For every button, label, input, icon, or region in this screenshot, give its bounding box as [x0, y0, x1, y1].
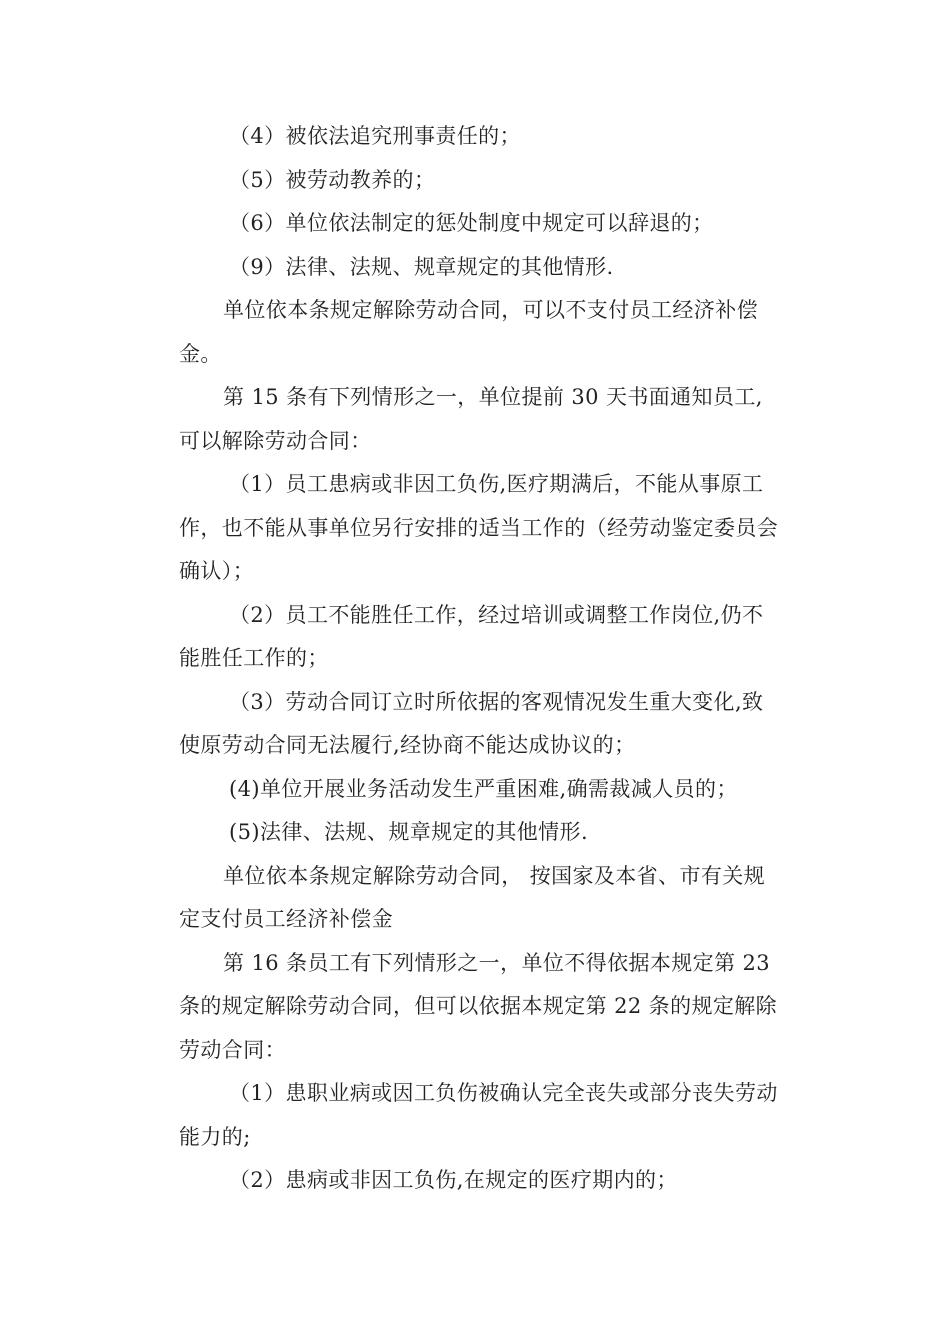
clause-item: （1）员工患病或非因工负伤,医疗期满后，不能从事原工作，也不能从事单位另行安排的适当工作的（经劳动鉴定委员会确认）； — [179, 472, 779, 583]
clause-item: (4)单位开展业务活动发生严重困难,确需裁减人员的； — [229, 776, 738, 801]
clause-item: （6）单位依法制定的惩处制度中规定可以辞退的； — [229, 211, 714, 235]
clause-item: （9）法律、法规、规章规定的其他情形. — [229, 254, 614, 279]
clause-item: (5)法律、法规、规章规定的其他情形. — [229, 820, 589, 844]
clause-item: （1）患职业病或因工负伤被确认完全丧失或部分丧失劳动能力的; — [179, 1081, 778, 1149]
article-16-heading: 第 16 条员工有下列情形之一，单位不得依据本规定第 23 条的规定解除劳动合同，但可以依据本规定第 22 条的规定解除劳动合同： — [179, 950, 778, 1062]
clause-paragraph: 单位依本条规定解除劳动合同，可以不支付员工经济补偿金。 — [179, 298, 758, 366]
document-body — [179, 115, 779, 1203]
clause-paragraph: 单位依本条规定解除劳动合同， 按国家及本省、市有关规定支付员工经济补偿金 — [179, 863, 766, 931]
article-15-heading: 第 15 条有下列情形之一，单位提前 30 天书面通知员工,可以解除劳动合同： — [179, 385, 763, 453]
clause-item: （2）员工不能胜任工作，经过培训或调整工作岗位,仍不能胜任工作的； — [179, 602, 764, 670]
clause-item: （4）被依法追究刑事责任的； — [229, 124, 521, 148]
clause-item: （3）劳动合同订立时所依据的客观情况发生重大变化,致使原劳动合同无法履行,经协商不能达成协议的； — [179, 689, 764, 757]
clause-item: （5）被劳动教养的； — [229, 167, 436, 192]
clause-item: （2）患病或非因工负伤,在规定的医疗期内的； — [229, 1168, 678, 1192]
